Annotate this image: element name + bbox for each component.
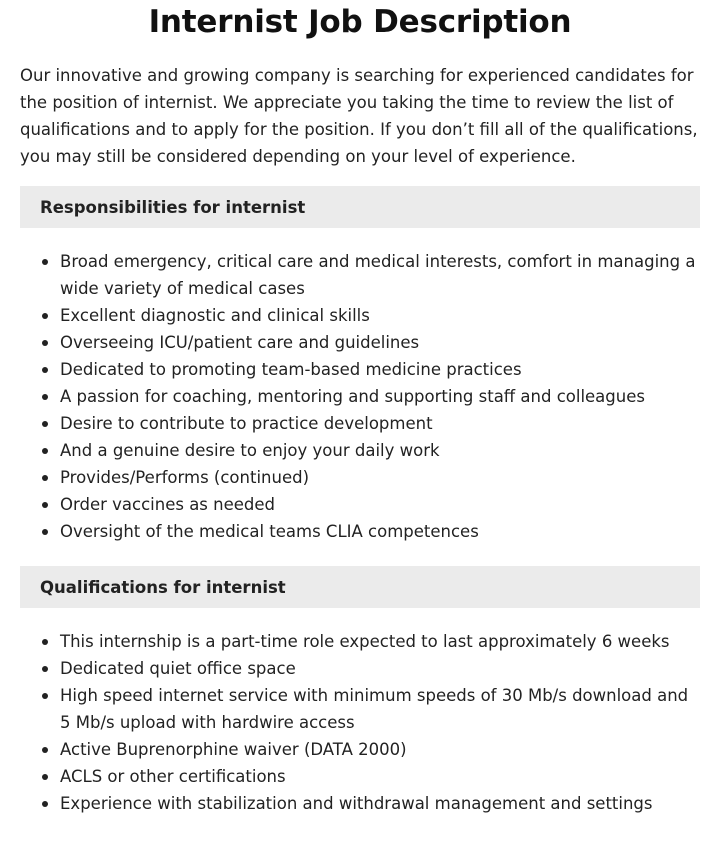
list-item: Experience with stabilization and withdrawal management and settings: [60, 790, 700, 817]
responsibilities-list: [20, 248, 700, 545]
qualifications-list: [20, 628, 700, 817]
intro-paragraph: Our innovative and growing company is searching for experienced candidates for the position of internist. We appreciate you taking the time to review the list of qualifications and to apply for the position. If you don’t fill all of the qualifications, you may still be considered depending on your level of experience.: [20, 66, 698, 166]
responsibilities-header: [20, 186, 700, 228]
bullet-icon: [42, 774, 48, 780]
list-item: And a genuine desire to enjoy your daily work: [60, 437, 700, 464]
bullet-icon: [42, 367, 48, 373]
bullet-icon: [42, 666, 48, 672]
bullet-icon: [42, 421, 48, 427]
list-item: Broad emergency, critical care and medical interests, comfort in managing a wide variety of medical cases: [60, 248, 700, 302]
list-item: High speed internet service with minimum speeds of 30 Mb/s download and 5 Mb/s upload with hardwire access: [60, 682, 700, 736]
bullet-icon: [42, 313, 48, 319]
list-item: Overseeing ICU/patient care and guidelines: [60, 329, 700, 356]
list-item: This internship is a part-time role expected to last approximately 6 weeks: [60, 628, 700, 655]
list-item: Dedicated to promoting team-based medicine practices: [60, 356, 700, 383]
bullet-icon: [42, 475, 48, 481]
bullet-icon: [42, 529, 48, 535]
list-item: Order vaccines as needed: [60, 491, 700, 518]
list-item: Excellent diagnostic and clinical skills: [60, 302, 700, 329]
list-item: Dedicated quiet office space: [60, 655, 700, 682]
bullet-icon: [42, 693, 48, 699]
list-item: Oversight of the medical teams CLIA competences: [60, 518, 700, 545]
list-item: A passion for coaching, mentoring and supporting staff and colleagues: [60, 383, 700, 410]
list-item: Provides/Performs (continued): [60, 464, 700, 491]
qualifications-header: [20, 566, 700, 608]
bullet-icon: [42, 394, 48, 400]
list-item: Desire to contribute to practice development: [60, 410, 700, 437]
bullet-icon: [42, 340, 48, 346]
bullet-icon: [42, 448, 48, 454]
bullet-icon: [42, 259, 48, 265]
bullet-icon: [42, 747, 48, 753]
bullet-icon: [42, 502, 48, 508]
page-title: Internist Job Description: [148, 4, 572, 40]
qualifications-heading: Qualifications for internist: [40, 577, 286, 597]
list-item: Active Buprenorphine waiver (DATA 2000): [60, 736, 700, 763]
bullet-icon: [42, 801, 48, 807]
bullet-icon: [42, 639, 48, 645]
list-item: ACLS or other certifications: [60, 763, 700, 790]
responsibilities-heading: Responsibilities for internist: [40, 197, 306, 217]
